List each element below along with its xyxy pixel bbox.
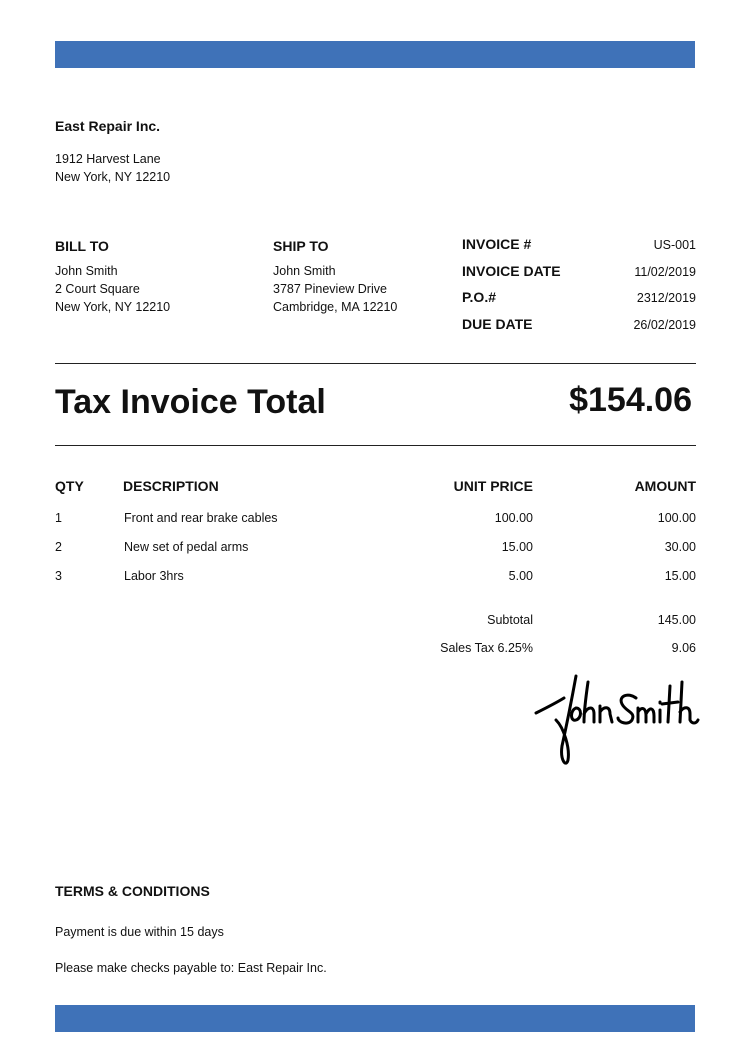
row-unit-price: 15.00	[501, 540, 533, 554]
company-address-line2: New York, NY 12210	[55, 170, 171, 184]
totals-summary	[55, 613, 696, 669]
ship-to-line2: Cambridge, MA 12210	[273, 300, 398, 314]
due-date-label: DUE DATE	[462, 315, 533, 332]
subtotal-value: 145.00	[657, 613, 696, 627]
subtotal-row	[55, 613, 696, 641]
bill-to-address	[55, 262, 170, 316]
terms-line-payable-to: Please make checks payable to: East Repair Inc.	[55, 961, 327, 975]
invoice-date-row	[462, 263, 696, 290]
total-value: $154.06	[569, 381, 692, 419]
row-unit-price: 5.00	[508, 569, 533, 583]
bill-to-name: John Smith	[55, 264, 118, 278]
terms-heading: TERMS & CONDITIONS	[55, 883, 210, 899]
po-number-value: 2312/2019	[636, 291, 696, 305]
row-unit-price: 100.00	[494, 511, 533, 525]
po-number-row	[462, 289, 696, 316]
invoice-date-value: 11/02/2019	[634, 264, 696, 279]
ship-to-address	[273, 262, 397, 316]
company-address	[55, 150, 170, 186]
invoice-number-value: US-001	[653, 238, 696, 252]
row-description: Labor 3hrs	[124, 569, 184, 583]
company-name: East Repair Inc.	[55, 118, 161, 134]
header-qty: QTY	[55, 478, 84, 494]
row-amount: 15.00	[664, 569, 696, 583]
row-amount: 30.00	[664, 540, 696, 554]
bill-to-line2: New York, NY 12210	[55, 300, 171, 314]
row-description: Front and rear brake cables	[124, 511, 278, 525]
ship-to-name: John Smith	[273, 264, 336, 278]
footer-accent-bar	[55, 1005, 695, 1032]
row-amount: 100.00	[657, 511, 696, 525]
header-amount: AMOUNT	[634, 478, 696, 494]
divider-bottom	[55, 445, 696, 446]
table-row	[55, 540, 696, 569]
invoice-meta	[462, 236, 696, 342]
row-qty: 3	[55, 569, 62, 583]
subtotal-label: Subtotal	[487, 613, 533, 627]
signature-image	[532, 668, 702, 773]
divider-top	[55, 363, 696, 364]
header-unit-price: UNIT PRICE	[453, 478, 533, 494]
due-date-row	[462, 316, 696, 343]
total-label: Tax Invoice Total	[55, 383, 326, 421]
bill-to-line1: 2 Court Square	[55, 282, 140, 296]
invoice-number-row	[462, 236, 696, 263]
row-qty: 2	[55, 540, 62, 554]
tax-label: Sales Tax 6.25%	[440, 641, 533, 655]
ship-to-heading: SHIP TO	[273, 238, 329, 254]
header-description: DESCRIPTION	[123, 478, 219, 494]
due-date-value: 26/02/2019	[633, 317, 696, 332]
terms-line-payment-due: Payment is due within 15 days	[55, 925, 224, 939]
row-description: New set of pedal arms	[124, 540, 249, 554]
ship-to-line1: 3787 Pineview Drive	[273, 282, 387, 296]
bill-to-heading: BILL TO	[55, 238, 109, 254]
header-accent-bar	[55, 41, 695, 68]
table-row	[55, 511, 696, 540]
invoice-number-label: INVOICE #	[462, 236, 532, 252]
table-header	[55, 478, 696, 511]
tax-row	[55, 641, 696, 669]
line-items-table	[55, 478, 696, 598]
invoice-date-label: INVOICE DATE	[462, 262, 561, 279]
table-row	[55, 569, 696, 598]
company-address-line1: 1912 Harvest Lane	[55, 152, 161, 166]
tax-value: 9.06	[671, 641, 696, 655]
po-number-label: P.O.#	[462, 289, 496, 305]
row-qty: 1	[55, 511, 62, 525]
